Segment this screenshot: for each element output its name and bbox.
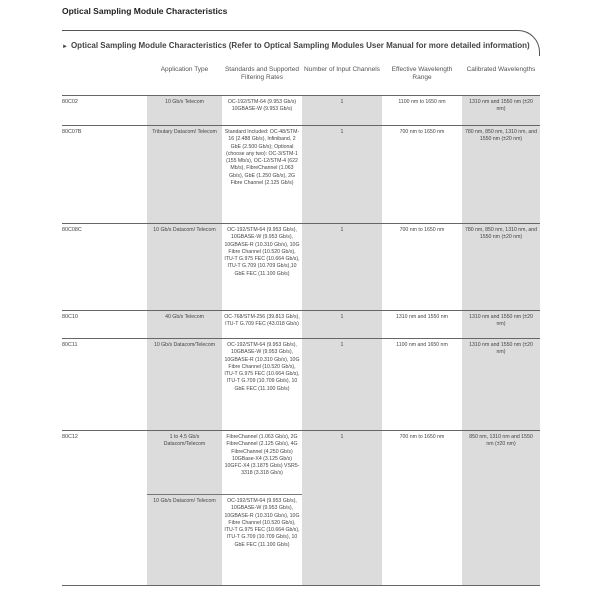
standards: OC-768/STM-256 (39.813 Gb/s), ITU-T G.709 FEC (43.018 Gb/s) <box>224 314 300 328</box>
app-type: 10 Gb/s Telecom <box>165 99 204 105</box>
input-channels: 1 <box>340 99 344 105</box>
section-heading-text: Optical Sampling Module Characteristics (Refer to Optical Sampling Modules User Manual for more detailed information) <box>70 41 530 50</box>
header-calibrated-wavelengths: Calibrated Wavelengths <box>466 66 536 73</box>
row-divider <box>62 125 540 126</box>
column-bg-app <box>147 95 222 585</box>
wavelength-range: 1100 nm to 1650 nm <box>398 99 446 105</box>
calibrated-wavelengths: 780 nm, 850 nm, 1310 nm, and 1550 nm (±20 nm) <box>464 227 538 241</box>
header-rule <box>62 95 540 96</box>
input-channels: 1 <box>340 227 344 233</box>
model-name: 80C02 <box>62 99 78 105</box>
app-type: 10 Gb/s Datacom/ Telecom <box>153 498 216 504</box>
section-heading <box>62 41 532 53</box>
standards: OC-192/STM-64 (9.953 Gb/s) 10GBASE-W (9.953 Gb/s) <box>227 99 297 113</box>
standards: OC-192/STM-64 (9.953 Gb/s), 10GBASE-W (9.953 Gb/s), 10GBASE-R (10.310 Gb/s), 10G Fibre Channel (10.520 Gb/s), ITU-T G.975 FEC (10.664 Gb/s), ITU-T G.709 (10.709 Gb/s), 10 GbE FEC (11.100 Gb/s) <box>224 342 300 392</box>
wavelength-range: 1310 nm and 1550 nm <box>396 314 448 320</box>
model-name: 80C08C <box>62 227 82 233</box>
app-type: Tributary Datacom/ Telecom <box>152 129 217 135</box>
row-divider <box>62 223 540 224</box>
standards: OC-192/STM-64 (9.953 Gb/s), 10GBASE-W (9.953 Gb/s), 10GBASE-R (10.310 Gb/s), 10G Fibre Channel (10.520 Gb/s), ITU-T G.975 FEC (10.664 Gb/s), ITU-T G.709 (10.709 Gb/s),10 GbE FEC (11.100 Gb/s) <box>224 227 300 277</box>
input-channels: 1 <box>340 314 344 320</box>
app-type: 1 to 4.5 Gb/s Datacom/Telecom <box>163 434 206 448</box>
page-title: Optical Sampling Module Characteristics <box>62 6 228 16</box>
app-type: 10 Gb/s Datacom/ Telecom <box>153 227 216 233</box>
column-bg-calibrated <box>462 95 540 585</box>
calibrated-wavelengths: 850 nm, 1310 nm and 1550 nm (±20 nm) <box>469 434 533 448</box>
table-bottom-rule <box>62 585 540 586</box>
standards: OC-192/STM-64 (9.953 Gb/s), 10GBASE-W (9.953 Gb/s), 10GBASE-R (10.310 Gb/s), 10G Fibre Channel (10.520 Gb/s), ITU-T G.975 FEC (10.664 Gb/s), ITU-T G.709 (10.709 Gb/s), 10 GbE FEC (11.100 Gb/s) <box>224 498 300 548</box>
sub-row-divider <box>147 494 302 495</box>
standards: FibreChannel (1.063 Gb/s), 2G FibreChannel (2.125 Gb/s), 4G FibreChannel (4.250 Gb/s) 10GBase-X4 (3.125 Gb/s) 10GFC-X4 (3.1875 Gb/s) VSR5-3318 (3.318 Gb/s) <box>224 434 300 477</box>
standards: Standard Included: OC-48/STM-16 (2.488 Gb/s), Infiniband, 2 GbE (2.500 Gb/s); Optional (choose any two): OC-3/STM-1 (155 Mb/s), OC-12/STM-4 (622 Mb/s), FibreChannel (1.063 Gb/s), GbE (1.250 Gb/s), 2G Fibre Channel (2.125 Gb/s) <box>224 129 300 187</box>
wavelength-range: 700 nm to 1650 nm <box>399 227 445 233</box>
input-channels: 1 <box>340 434 344 440</box>
calibrated-wavelengths: 780 nm, 850 nm, 1310 nm, and 1550 nm (±20 nm) <box>464 129 538 143</box>
calibrated-wavelengths: 1310 nm and 1550 nm (±20 nm) <box>469 314 533 328</box>
row-divider <box>62 310 540 311</box>
input-channels: 1 <box>340 129 344 135</box>
calibrated-wavelengths: 1310 nm and 1550 nm (±20 nm) <box>469 342 533 356</box>
column-bg-channels <box>302 95 382 585</box>
triangle-bullet-icon: ► <box>62 44 68 50</box>
wavelength-range: 700 nm to 1650 nm <box>399 129 445 135</box>
header-application-type: Application Type <box>160 66 209 73</box>
row-divider <box>62 430 540 431</box>
model-name: 80C07B <box>62 129 82 135</box>
app-type: 10 Gb/s Datacom/Telecom <box>153 342 216 348</box>
header-standards: Standards and Supported Filtering Rates <box>224 66 300 81</box>
wavelength-range: 1100 nm and 1650 nm <box>396 342 448 348</box>
app-type: 40 Gb/s Telecom <box>165 314 204 320</box>
row-divider <box>62 338 540 339</box>
model-name: 80C10 <box>62 314 78 320</box>
header-wavelength-range: Effective Wavelength Range <box>391 66 453 81</box>
calibrated-wavelengths: 1310 nm and 1550 nm (±20 nm) <box>469 99 533 113</box>
wavelength-range: 700 nm to 1650 nm <box>399 434 445 440</box>
header-input-channels: Number of Input Channels <box>304 66 380 73</box>
model-name: 80C12 <box>62 434 78 440</box>
input-channels: 1 <box>340 342 344 348</box>
model-name: 80C11 <box>62 342 78 348</box>
